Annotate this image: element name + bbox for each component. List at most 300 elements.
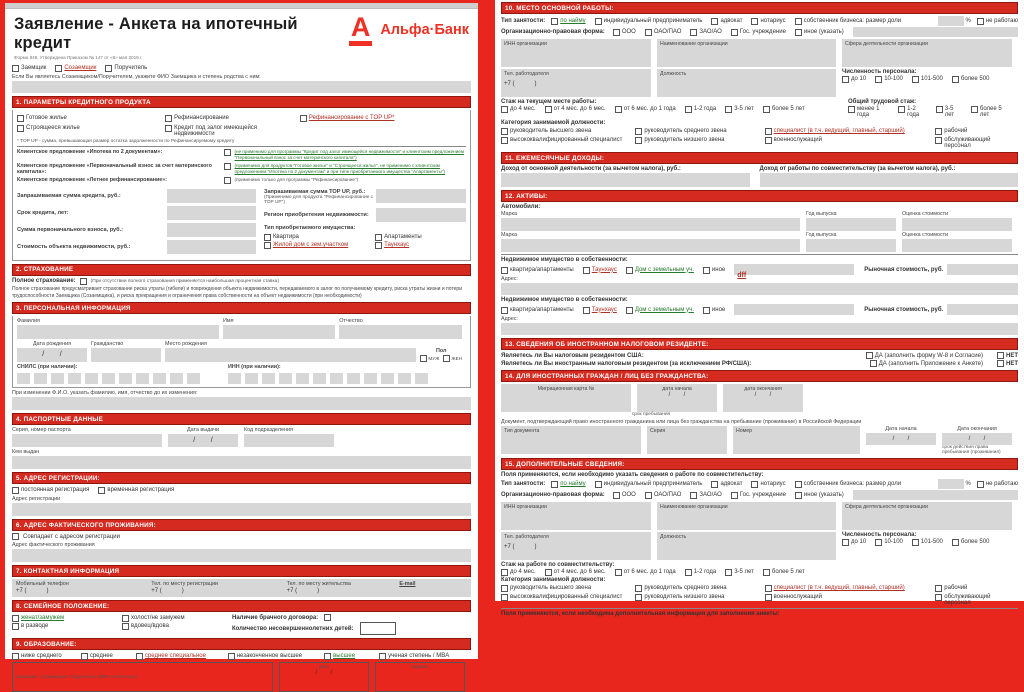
checkbox[interactable] (703, 267, 710, 274)
category-options-row1 (501, 584, 1018, 592)
org-name-input[interactable] (657, 39, 836, 67)
same-address-checkbox[interactable] (12, 533, 19, 540)
estate-label: Недвижимое имущество в собственности: (501, 257, 628, 263)
mobile-phone-field[interactable] (16, 581, 151, 595)
checkbox[interactable] (379, 653, 386, 660)
property-value-input[interactable] (167, 240, 256, 254)
option-label: от 4 мес. до 6 мес. (553, 106, 606, 112)
digit-cell[interactable] (102, 373, 115, 384)
digit-cell[interactable] (296, 373, 309, 384)
checkbox[interactable] (122, 623, 129, 630)
checkbox[interactable] (842, 76, 849, 83)
org-inn-input[interactable] (501, 39, 651, 67)
checkbox[interactable] (703, 307, 710, 314)
previous-name-note: При изменении Ф.И.О. указать фамилию, имя, отчество до их изменения: (12, 390, 198, 397)
car-brand-input[interactable] (501, 239, 800, 252)
checkbox[interactable] (136, 653, 143, 660)
digit-cell[interactable] (330, 373, 343, 384)
checkbox[interactable] (763, 569, 770, 576)
checkbox[interactable] (711, 481, 718, 488)
date-box[interactable] (279, 662, 369, 692)
digit-cell[interactable] (136, 373, 149, 384)
checkbox[interactable] (795, 492, 802, 499)
option-label: Жилой дом с зем.участком (272, 241, 349, 248)
checkbox[interactable] (12, 623, 19, 630)
digit-cell[interactable] (364, 373, 377, 384)
checkbox[interactable] (615, 569, 622, 576)
foreign-no-label: НЕТ (1006, 360, 1018, 367)
checkbox[interactable] (501, 307, 508, 314)
region-input[interactable] (376, 208, 466, 222)
checkbox[interactable] (765, 128, 772, 135)
checkbox[interactable] (645, 29, 652, 36)
employer-phone-input[interactable] (501, 532, 651, 560)
checkbox[interactable] (912, 76, 919, 83)
car-year-input[interactable] (806, 218, 896, 231)
employer-phone-prefix: +7 ( ) (504, 544, 537, 550)
digit-cell[interactable] (381, 373, 394, 384)
digit-cell[interactable] (187, 373, 200, 384)
product-options-row2 (17, 124, 466, 137)
checkbox[interactable] (765, 594, 772, 601)
property-type-label: Тип приобретаемого имущества: (263, 224, 356, 231)
checkbox[interactable] (595, 481, 602, 488)
migration-start-input[interactable] (637, 384, 717, 412)
digit-cell[interactable] (415, 373, 428, 384)
checkbox[interactable] (17, 115, 24, 122)
checkbox[interactable] (501, 128, 508, 135)
org-name-input[interactable] (657, 502, 836, 530)
business-share-input[interactable] (938, 479, 964, 489)
option (583, 267, 617, 274)
option-label: ООО (621, 492, 636, 498)
option (848, 106, 889, 118)
option-label: более 5 лет (979, 106, 1002, 118)
sex-male-checkbox[interactable] (420, 355, 427, 362)
org-name-label: Наименование организации (660, 41, 728, 47)
checkbox[interactable] (690, 29, 697, 36)
checkbox[interactable] (795, 29, 802, 36)
topup-footnote: * TOP UP - сумма, превышающая размер остатка задолженности по Рефинансируемому кредиту (17, 139, 235, 144)
loan-term-label: Срок кредита, лет: (17, 209, 69, 216)
org-sphere-input[interactable] (842, 502, 1012, 530)
option (765, 137, 927, 149)
digit-cell[interactable] (398, 373, 411, 384)
checkbox[interactable] (12, 653, 19, 660)
option (324, 653, 370, 660)
checkbox[interactable] (952, 539, 959, 546)
option-label: Готовое жилье (26, 115, 67, 121)
position-input[interactable] (657, 69, 836, 97)
option (501, 594, 626, 606)
marriage-contract-checkbox[interactable] (324, 614, 331, 621)
birthdate-input[interactable]: / / (17, 348, 87, 362)
checkbox[interactable] (935, 137, 942, 144)
option-label: квартира/апартаменты (510, 266, 574, 273)
car-value-input[interactable] (902, 218, 1012, 231)
checkbox[interactable] (17, 125, 24, 132)
headcount-options (842, 75, 1012, 83)
checkbox[interactable] (264, 234, 271, 241)
option-label: обслуживающий персонал (944, 137, 991, 149)
org-inn-input[interactable] (501, 502, 651, 530)
doc-serial-label: Серия (650, 428, 666, 434)
checkbox[interactable] (875, 76, 882, 83)
checkbox[interactable] (324, 653, 331, 660)
checkbox[interactable] (501, 137, 508, 144)
option (711, 18, 742, 25)
checkbox[interactable] (583, 267, 590, 274)
car-year-label: Год выпуска (806, 232, 837, 238)
option-label: руководитель высшего звена (510, 128, 592, 134)
category-label: Категория занимаемой должности: (501, 120, 606, 126)
checkbox[interactable] (645, 492, 652, 499)
checkbox[interactable] (613, 492, 620, 499)
option (731, 492, 786, 499)
option (765, 594, 927, 606)
digit-cell[interactable] (245, 373, 258, 384)
checkbox[interactable] (375, 242, 382, 249)
option (626, 267, 694, 274)
option (615, 106, 676, 113)
checkbox[interactable] (501, 594, 508, 601)
checkbox[interactable] (936, 106, 943, 113)
orgform-other-input[interactable] (853, 27, 1018, 37)
checkbox[interactable] (105, 65, 112, 72)
checkbox[interactable] (613, 29, 620, 36)
topup-amount-input[interactable] (376, 189, 466, 203)
checkbox[interactable] (545, 106, 552, 113)
option (501, 569, 536, 576)
lastname-input[interactable] (17, 325, 219, 339)
checkbox[interactable] (935, 585, 942, 592)
cosigner-name-input[interactable] (12, 81, 471, 93)
option (952, 76, 990, 83)
checkbox[interactable] (55, 65, 62, 72)
not-working-checkbox[interactable] (977, 18, 984, 25)
checkbox[interactable] (228, 653, 235, 660)
checkbox[interactable] (80, 278, 87, 285)
checkbox[interactable] (501, 585, 508, 592)
stay-period-note: срок пребывания (631, 412, 671, 417)
option (725, 106, 754, 113)
car-value-input[interactable] (902, 239, 1012, 252)
digit-cell[interactable] (51, 373, 64, 384)
middlename-input[interactable] (339, 325, 462, 339)
checkbox[interactable] (626, 267, 633, 274)
checkbox[interactable] (731, 29, 738, 36)
option-label: нотариус (760, 481, 786, 487)
digit-cell[interactable] (153, 373, 166, 384)
digit-cell[interactable] (228, 373, 241, 384)
org-sphere-input[interactable] (842, 39, 1012, 67)
checkbox[interactable] (912, 539, 919, 546)
car-value-label: Оценка стоимости (902, 232, 949, 238)
checkbox[interactable] (583, 307, 590, 314)
sex-female-checkbox[interactable] (443, 355, 450, 362)
doc-serial-input[interactable] (647, 426, 727, 454)
digit-cell[interactable] (347, 373, 360, 384)
option (12, 487, 89, 494)
option (81, 653, 127, 660)
checkbox[interactable] (635, 585, 642, 592)
checkbox[interactable] (725, 106, 732, 113)
foreign-resident-row (501, 360, 1018, 367)
digit-cell[interactable] (68, 373, 81, 384)
option (935, 128, 1009, 135)
estate-label: Недвижимое имущество в собственности: (501, 297, 628, 303)
doc-end-label: Дата окончания (957, 426, 997, 432)
option-label: ООО (621, 29, 636, 35)
checkbox[interactable] (224, 177, 231, 184)
doc-number-label: Номер (736, 428, 752, 434)
checkbox[interactable] (375, 234, 382, 241)
previous-name-input[interactable] (12, 397, 471, 410)
issue-date-input[interactable]: / / (168, 434, 238, 447)
digit-cell[interactable] (279, 373, 292, 384)
employment-type-options (551, 17, 937, 25)
digit-cell[interactable] (34, 373, 47, 384)
checkbox[interactable] (842, 539, 849, 546)
estate-address-input[interactable] (501, 283, 1018, 295)
doc-number-input[interactable] (733, 426, 860, 454)
doc-start-input[interactable]: / / (866, 433, 936, 445)
car-brand-input[interactable] (501, 218, 800, 231)
checkbox[interactable] (81, 653, 88, 660)
digit-cell[interactable] (17, 373, 30, 384)
option-label: незаконченное высшее (236, 653, 303, 660)
option-label: от 6 мес. до 1 года (623, 106, 676, 112)
option (264, 242, 366, 249)
checkbox[interactable] (635, 594, 642, 601)
checkbox[interactable] (725, 569, 732, 576)
loan-amount-input[interactable] (167, 189, 256, 203)
option-label: 1-2 года (693, 106, 717, 112)
migration-card-input[interactable] (501, 384, 631, 412)
checkbox[interactable] (731, 492, 738, 499)
checkbox[interactable] (165, 115, 172, 122)
option-label: Дом с земельным уч. (634, 306, 694, 313)
checkbox[interactable] (765, 585, 772, 592)
checkbox[interactable] (551, 18, 558, 25)
inn-cells (228, 373, 466, 384)
option (765, 128, 927, 135)
offer-label: Клиентское предложение «Ипотека по 2 документам»: (17, 149, 163, 155)
option-label: руководитель высшего звена (510, 585, 592, 591)
applicant-name-box[interactable] (12, 662, 273, 692)
firstname-input[interactable] (223, 325, 335, 339)
checkbox[interactable] (626, 307, 633, 314)
option-label: ОАО/ПАО (653, 492, 682, 498)
option-label: руководитель низшего звена (644, 137, 725, 143)
option-label: руководитель среднего звена (644, 585, 727, 591)
digit-cell[interactable] (85, 373, 98, 384)
actual-address-input[interactable] (12, 549, 471, 562)
registration-phone-field[interactable] (151, 581, 286, 595)
digit-cell[interactable] (262, 373, 275, 384)
loan-term-input[interactable] (167, 206, 256, 220)
checkbox[interactable] (501, 106, 508, 113)
checkbox[interactable] (848, 106, 855, 113)
doc-type-input[interactable] (501, 426, 641, 454)
market-value-input[interactable] (947, 304, 1018, 315)
checkbox[interactable] (763, 106, 770, 113)
estate-other-input[interactable] (734, 304, 854, 315)
passport-serial-label: Серия, номер паспорта (12, 427, 71, 434)
org-name-label: Наименование организации (660, 504, 728, 510)
side-tenure-options (501, 568, 1018, 576)
birthplace-label: Место рождения (165, 341, 207, 348)
cosigner-note: Если Вы являетесь Созаемщиком/Поручителем, укажите ФИО Заемщика и степень родства с ним: (12, 74, 261, 80)
checkbox[interactable] (635, 128, 642, 135)
option (613, 492, 636, 499)
option (635, 594, 755, 606)
position-label: Должность (660, 534, 687, 540)
section-7-header: 7. КОНТАКТНАЯ ИНФОРМАЦИЯ (12, 565, 471, 577)
option (690, 492, 721, 499)
registration-phone-prefix: +7 ( ) (151, 588, 184, 595)
checkbox[interactable] (711, 18, 718, 25)
orgform-other-input[interactable] (853, 490, 1018, 500)
option-label: Поручитель (114, 65, 148, 71)
employer-phone-input[interactable] (501, 69, 651, 97)
offer-label: Клиентское предложение «Летнее рефинансирование»: (17, 176, 168, 183)
option-label: Апартаменты (384, 233, 422, 240)
window-edge (5, 3, 478, 9)
checkbox[interactable] (971, 106, 978, 113)
checkbox[interactable] (635, 137, 642, 144)
page1-header (12, 11, 471, 62)
registration-phone-label: Тел. по месту регистрации (151, 581, 219, 588)
checkbox[interactable] (224, 149, 231, 156)
option-label: 101-500 (920, 539, 943, 545)
market-value-input[interactable] (947, 264, 1018, 275)
estate-other-input[interactable] (734, 264, 854, 279)
checkbox[interactable] (12, 615, 19, 622)
passport-serial-input[interactable] (12, 434, 162, 447)
sex-male-label: МУЖ (428, 356, 440, 362)
usa-no-checkbox[interactable] (997, 352, 1004, 359)
checkbox[interactable] (685, 569, 692, 576)
checkbox[interactable] (98, 487, 105, 494)
migration-card-label: Миграционная карта № (537, 386, 595, 392)
checkbox[interactable] (898, 106, 905, 113)
option-label: Таунхаус (591, 306, 617, 313)
signature-box[interactable] (375, 662, 465, 692)
option-label: рабочий (944, 128, 968, 134)
home-phone-field[interactable] (287, 581, 400, 595)
checkbox[interactable] (595, 18, 602, 25)
usa-yes-checkbox[interactable] (866, 352, 873, 359)
position-input[interactable] (657, 532, 836, 560)
alfabank-logo-icon: А (349, 15, 373, 46)
checkbox[interactable] (545, 569, 552, 576)
email-field[interactable] (399, 581, 415, 595)
downpayment-input[interactable] (167, 223, 256, 237)
digit-cell[interactable] (119, 373, 132, 384)
checkbox[interactable] (690, 492, 697, 499)
checkbox[interactable] (685, 106, 692, 113)
option-label: Гос. учреждение (739, 492, 786, 498)
digit-cell[interactable] (170, 373, 183, 384)
section-11-header: 11. ЕЖЕМЕСЯЧНЫЕ ДОХОДЫ: (501, 152, 1018, 164)
employment-type-options (551, 480, 937, 488)
checkbox[interactable] (751, 18, 758, 25)
option (12, 65, 46, 72)
option (379, 653, 462, 660)
option (912, 76, 943, 83)
car-year-input[interactable] (806, 239, 896, 252)
foreign-no-checkbox[interactable] (997, 360, 1004, 367)
sex-label: Пол (435, 348, 447, 355)
option (264, 234, 366, 241)
checkbox[interactable] (12, 487, 19, 494)
checkbox[interactable] (751, 481, 758, 488)
signature-label: подпись (410, 665, 430, 671)
checkbox[interactable] (551, 481, 558, 488)
checkbox[interactable] (795, 481, 802, 488)
foreign-yes-checkbox[interactable] (870, 360, 877, 367)
checkbox[interactable] (765, 137, 772, 144)
checkbox[interactable] (935, 128, 942, 135)
form-page-2 (495, 0, 1024, 617)
estate-address-input[interactable] (501, 323, 1018, 335)
employer-phone-prefix: +7 ( ) (504, 81, 537, 87)
headcount-label: Численность персонала: (842, 69, 917, 75)
checkbox[interactable] (224, 163, 231, 170)
option-label: 1-2 года (907, 106, 920, 118)
checkbox[interactable] (264, 242, 271, 249)
birthplace-input[interactable] (165, 348, 416, 362)
division-code-input[interactable] (244, 434, 334, 447)
checkbox[interactable] (952, 76, 959, 83)
doc-end-input[interactable]: / / (942, 433, 1012, 445)
checkbox[interactable] (795, 18, 802, 25)
checkbox[interactable] (501, 569, 508, 576)
checkbox[interactable] (300, 115, 307, 122)
option (685, 569, 716, 576)
option (936, 106, 962, 118)
option-label: по найму (560, 481, 586, 487)
migration-end-input[interactable] (723, 384, 803, 412)
estate-options (501, 306, 734, 314)
checkbox[interactable] (12, 65, 19, 72)
insurance-row (12, 278, 471, 285)
checkbox[interactable] (501, 267, 508, 274)
checkbox[interactable] (122, 615, 129, 622)
side-income-input[interactable] (760, 173, 1019, 187)
checkbox[interactable] (615, 106, 622, 113)
option-label: ученая степень / MBA (388, 653, 450, 660)
citizenship-input[interactable] (91, 348, 161, 362)
migration-start-label: дата начала (662, 386, 692, 392)
not-working-checkbox[interactable] (977, 481, 984, 488)
org-inn-label: ИНН организации (504, 41, 547, 47)
foreign-yes-label: ДА (заполнить Приложение к Анкете) (878, 360, 983, 367)
digit-cell[interactable] (313, 373, 326, 384)
main-income-input[interactable] (501, 173, 750, 187)
registration-address-input[interactable] (12, 503, 471, 516)
checkbox[interactable] (165, 125, 172, 132)
checkbox[interactable] (875, 539, 882, 546)
employment-type-label: Тип занятости: (501, 18, 546, 24)
children-count-input[interactable] (360, 622, 396, 635)
business-share-input[interactable] (938, 16, 964, 26)
option (501, 585, 626, 592)
checkbox[interactable] (935, 594, 942, 601)
option-label: более 500 (960, 539, 990, 545)
issued-by-input[interactable] (12, 456, 471, 469)
